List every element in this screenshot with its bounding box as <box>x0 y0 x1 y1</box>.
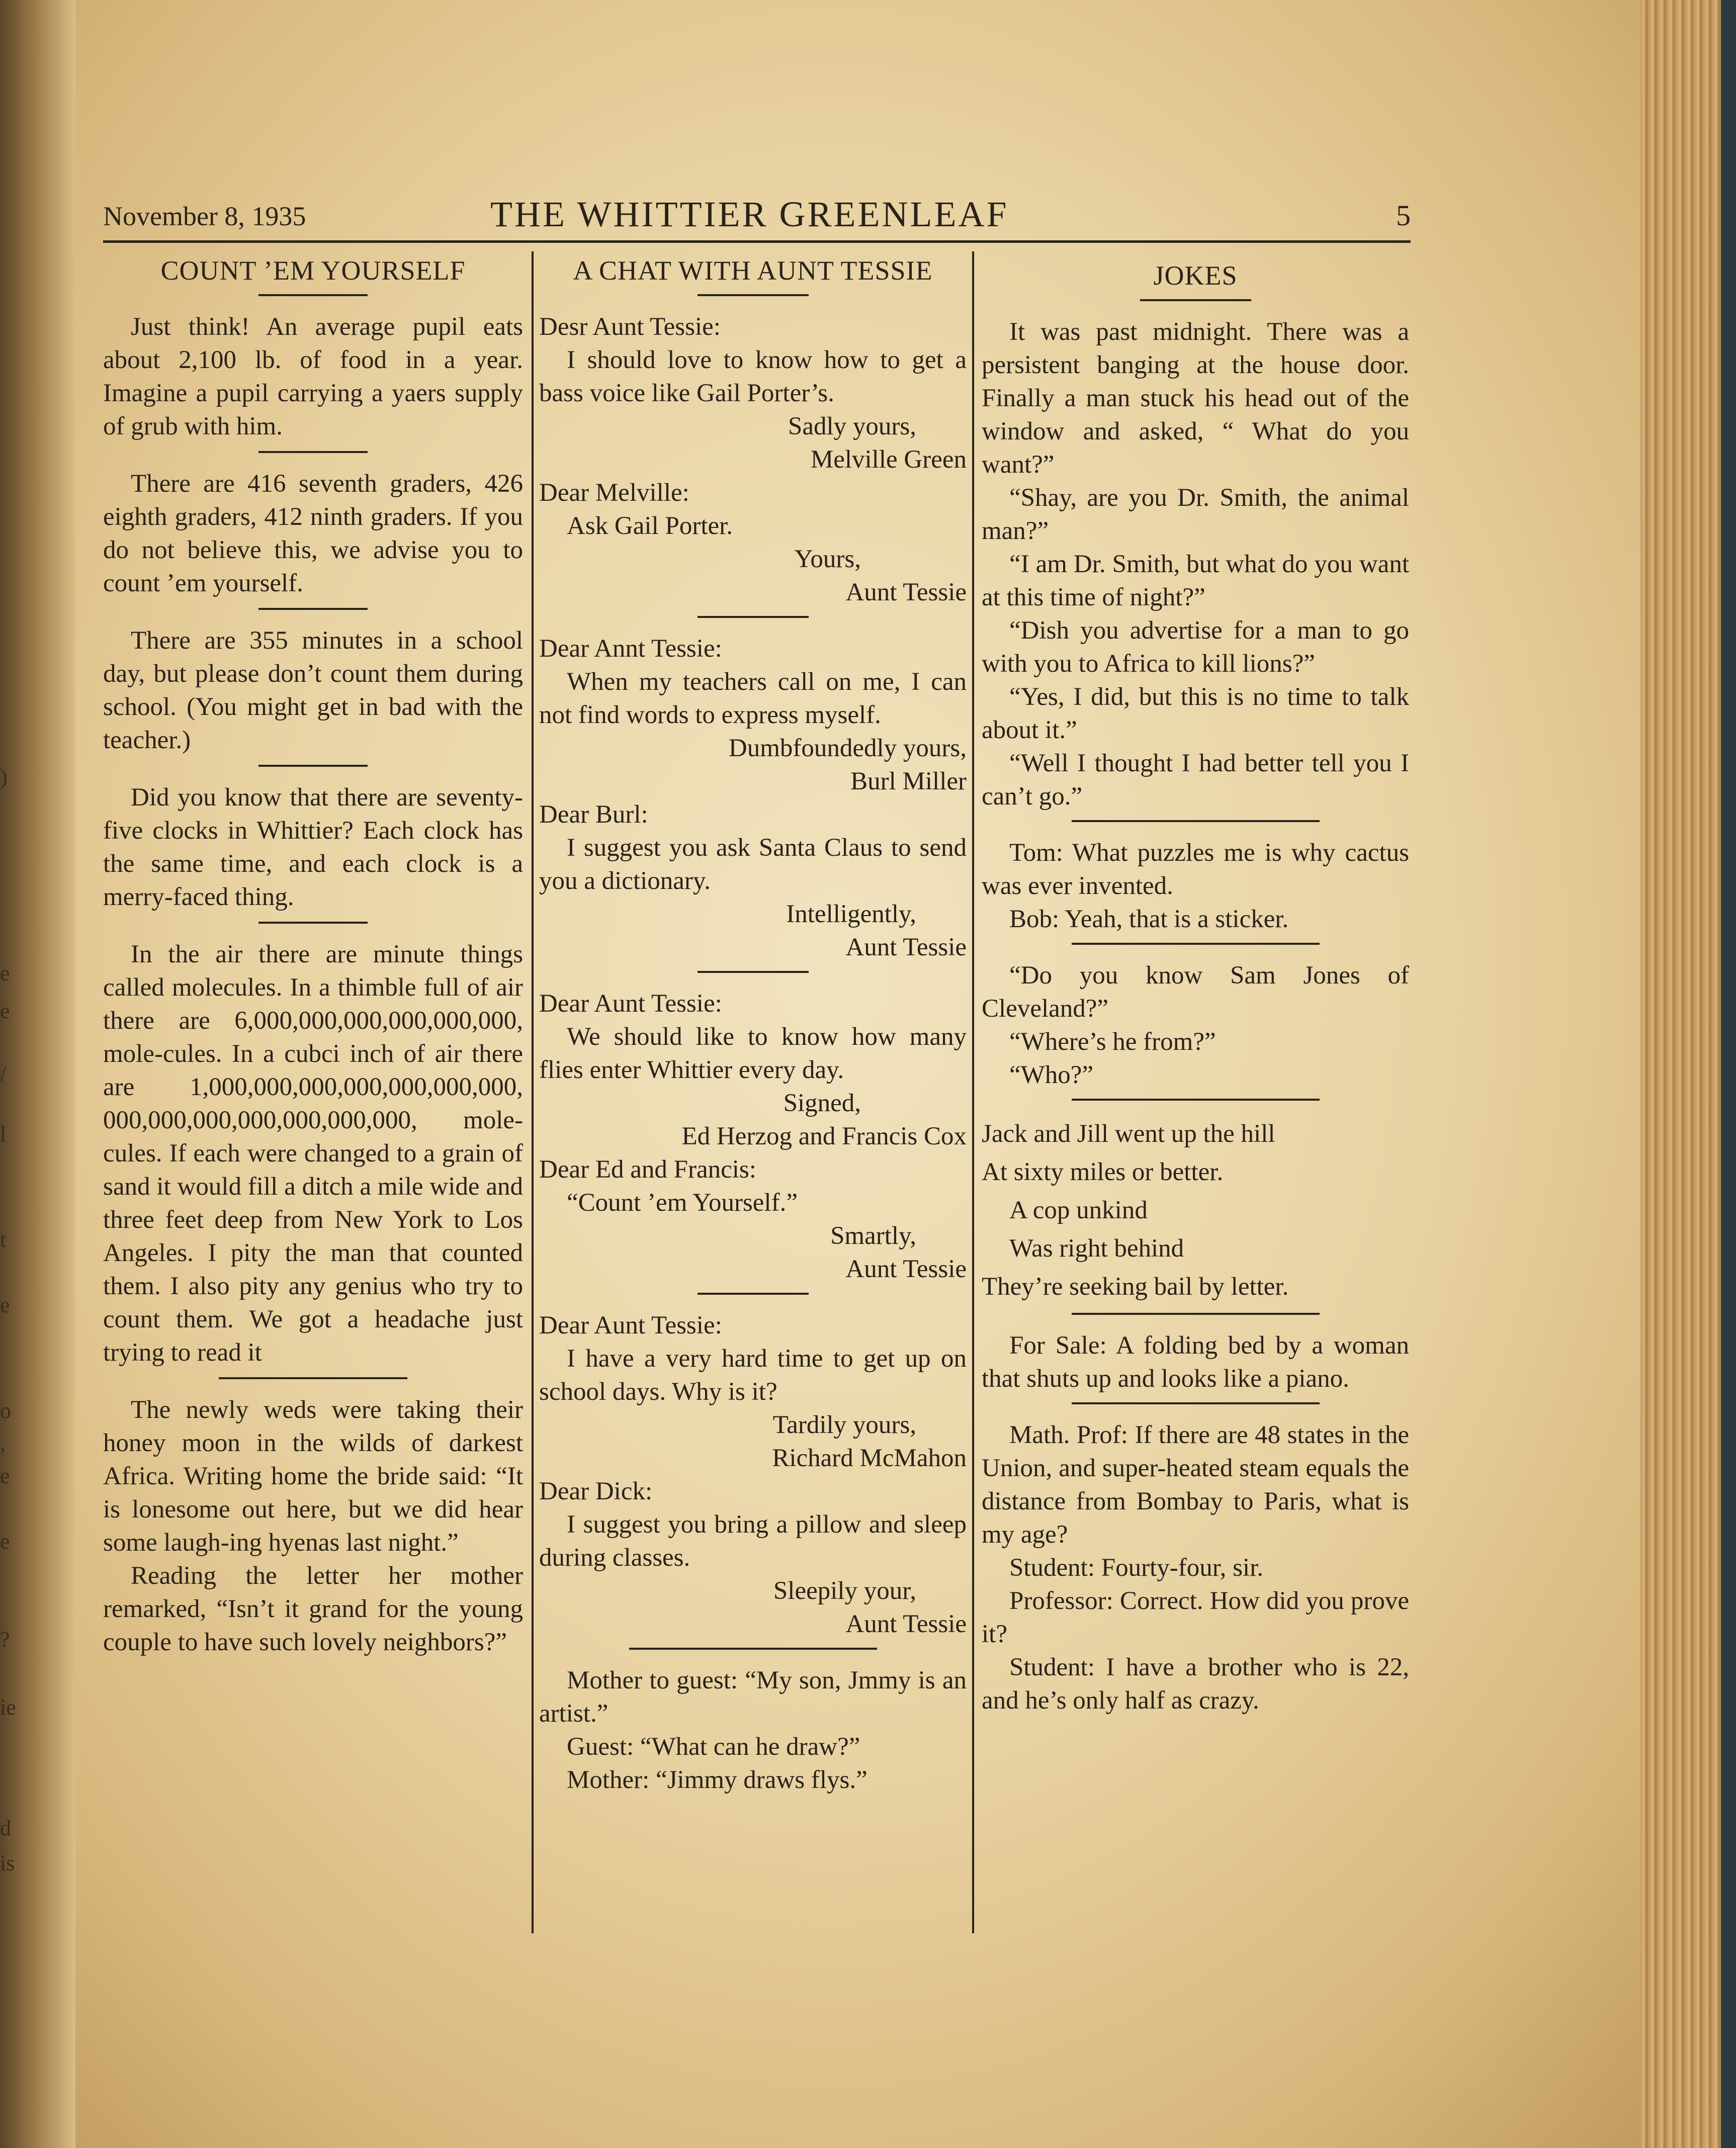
joke-line: Mother: “Jimmy draws flys.” <box>567 1766 867 1794</box>
margin-fragment: is <box>0 1851 15 1875</box>
issue-date: November 8, 1935 <box>103 201 306 231</box>
divider <box>1072 1099 1320 1101</box>
divider <box>258 294 368 296</box>
article-paragraph: There are 355 minutes in a school day, but please don’t count them during school. (You might get in bad with the teacher.) <box>103 626 523 754</box>
joke-line: “I am Dr. Smith, but what do you want at this time of night?” <box>982 550 1409 611</box>
divider <box>698 971 809 973</box>
salutation: Dear Aunt Tessie: <box>539 1311 722 1339</box>
letter-body: I suggest you ask Santa Claus to send you a dictionary. <box>539 834 967 895</box>
divider <box>1072 943 1320 945</box>
reply <box>539 798 967 964</box>
column-heading: A CHAT WITH AUNT TESSIE <box>573 255 933 286</box>
margin-fragment: e <box>0 999 10 1023</box>
margin-fragment: , <box>0 1431 6 1456</box>
salutation: Dear Ed and Francis: <box>539 1155 756 1184</box>
letter-body: We should like to know how many flies enter Whittier every day. <box>539 1023 967 1084</box>
divider <box>1072 1402 1320 1404</box>
joke-line: Bob: Yeah, that is a sticker. <box>1009 905 1289 933</box>
poem <box>982 1115 1409 1306</box>
signature: Richard McMahon <box>772 1444 967 1472</box>
letter-body: I should love to know how to get a bass voice like Gail Porter’s. <box>539 346 967 407</box>
joke-line: Student: I have a brother who is 22, and he’s only half as crazy. <box>982 1653 1409 1715</box>
closing: Sleepily your, <box>773 1577 916 1605</box>
letter <box>539 310 967 476</box>
column-divider <box>972 251 974 1933</box>
closing: Intelligently, <box>786 900 916 928</box>
closing: Yours, <box>794 545 861 573</box>
margin-fragment: ? <box>0 1627 10 1652</box>
column-heading: JOKES <box>1153 260 1238 291</box>
margin-fragment: l <box>0 1122 7 1146</box>
divider <box>698 1293 809 1295</box>
margin-fragment: e <box>0 961 10 986</box>
article-paragraph: The newly weds were taking their honey moon in the wilds of darkest Africa. Writing home the bride said: “It is lonesome out here, but we did hear some laugh-ing hyenas last night.” <box>103 1396 523 1557</box>
signature: Aunt Tessie <box>845 1255 967 1283</box>
divider <box>1140 299 1251 301</box>
margin-fragment: t <box>0 1227 7 1252</box>
joke-line: “Who?” <box>1009 1061 1094 1089</box>
article-paragraph: Did you know that there are seventy-five clocks in Whittier? Each clock has the same time, and each clock is a merry-faced thing. <box>103 783 523 911</box>
salutation: Desr Aunt Tessie: <box>539 313 721 341</box>
joke-line: “Where’s he from?” <box>1009 1028 1216 1056</box>
reply <box>539 1153 967 1286</box>
letter <box>539 1309 967 1475</box>
letter-body: Ask Gail Porter. <box>567 512 733 540</box>
salutation: Dear Dick: <box>539 1477 653 1505</box>
margin-fragment: e <box>0 1529 10 1554</box>
joke-line: “Shay, are you Dr. Smith, the animal man?” <box>982 484 1409 545</box>
poem-line: A cop unkind <box>1009 1196 1148 1224</box>
joke-line: “Well I thought I had better tell you I can’t go.” <box>982 749 1409 811</box>
margin-fragment: ) <box>0 765 8 789</box>
divider <box>629 1648 877 1650</box>
divider <box>219 1377 408 1379</box>
joke-line: Tom: What puzzles me is why cactus was ever invented. <box>982 839 1409 900</box>
divider <box>258 451 368 453</box>
reply <box>539 1475 967 1641</box>
salutation: Dear Aunt Tessie: <box>539 990 722 1018</box>
poem-line: At sixty miles or better. <box>982 1158 1224 1186</box>
margin-fragment: ie <box>0 1695 16 1720</box>
column-divider <box>532 251 534 1933</box>
poem-line: Was right behind <box>1009 1234 1184 1263</box>
joke-line: Professor: Correct. How did you prove it? <box>982 1587 1409 1648</box>
salutation: Dear Melville: <box>539 479 689 507</box>
signature: Aunt Tessie <box>845 933 967 961</box>
page-header <box>103 194 1411 239</box>
divider <box>1072 1313 1320 1315</box>
letter <box>539 987 967 1153</box>
newspaper-title: THE WHITTIER GREENLEAF <box>490 194 1009 234</box>
article-paragraph: There are 416 seventh graders, 426 eighth graders, 412 ninth graders. If you do not believe this, we advise you to count ’em yourself. <box>103 470 523 597</box>
book-cover-edge <box>1721 0 1736 2148</box>
column-chat-with-aunt-tessie <box>539 254 967 1797</box>
margin-fragment: d <box>0 1816 11 1840</box>
signature: Aunt Tessie <box>845 1610 967 1638</box>
article-paragraph: In the air there are minute things called molecules. In a thimble full of air there are 6,000,000,000,000,000,000, mole-cules. In a cubci inch of air there are 1,000,000,000,000,000,000,000, 000,000,000,000,000,000,000, mole-cules. If each were changed to a grain of sand it would fill a ditch a mile wide and three feet deep from New York to Los Angeles. I pity the man that counted them. I also pity any genius who try to count them. We got a headache just trying to read it <box>103 940 523 1367</box>
joke-line: Math. Prof: If there are 48 states in the Union, and super-heated steam equals the distance from Bombay to Paris, what is my age? <box>982 1421 1409 1549</box>
joke-line: It was past midnight. There was a persistent banging at the house door. Finally a man stuck his head out of the window and asked, “ What do you want?” <box>982 318 1409 479</box>
signature: Melville Green <box>810 445 967 474</box>
letter-body: I have a very hard time to get up on school days. Why is it? <box>539 1345 967 1406</box>
closing: Signed, <box>783 1089 861 1117</box>
book-spine-shadow <box>0 0 75 2148</box>
article-paragraph: Just think! An average pupil eats about 2,100 lb. of food in a year. Imagine a pupil carrying a yaers supply of grub with him. <box>103 313 523 440</box>
salutation: Dear Annt Tessie: <box>539 635 722 663</box>
page-number: 5 <box>1396 199 1411 232</box>
margin-fragment: e <box>0 1464 10 1488</box>
letter-body: When my teachers call on me, I can not find words to express myself. <box>539 668 967 729</box>
divider <box>258 922 368 924</box>
letter-body: “Count ’em Yourself.” <box>567 1189 798 1217</box>
margin-fragment: o <box>0 1398 11 1423</box>
divider <box>1072 820 1320 822</box>
closing: Sadly yours, <box>788 412 916 440</box>
signature: Ed Herzog and Francis Cox <box>681 1122 967 1150</box>
closing: Tardily yours, <box>772 1411 916 1439</box>
column-count-em-yourself <box>103 254 523 1659</box>
joke-line: Student: Fourty-four, sir. <box>1009 1554 1264 1582</box>
article-paragraph: Reading the letter her mother remarked, “Isn’t it grand for the young couple to have such lovely neighbors?” <box>103 1562 523 1656</box>
divider <box>258 765 368 767</box>
margin-fragment: / <box>0 1061 7 1086</box>
joke-line: “Yes, I did, but this is no time to talk about it.” <box>982 683 1409 744</box>
margin-fragment: e <box>0 1293 10 1317</box>
joke-line: Guest: “What can he draw?” <box>567 1733 860 1761</box>
divider <box>698 616 809 618</box>
signature: Burl Miller <box>850 767 967 795</box>
divider <box>698 294 809 296</box>
joke-line: “Do you know Sam Jones of Cleveland?” <box>982 961 1409 1023</box>
divider <box>258 608 368 610</box>
salutation: Dear Burl: <box>539 800 648 829</box>
letter <box>539 632 967 798</box>
poem-line: Jack and Jill went up the hill <box>982 1120 1275 1148</box>
closing: Smartly, <box>830 1222 916 1250</box>
letter-body: I suggest you bring a pillow and sleep during classes. <box>539 1510 967 1572</box>
joke-line: “Dish you advertise for a man to go with you to Africa to kill lions?” <box>982 616 1409 678</box>
joke-line: Mother to guest: “My son, Jmmy is an artist.” <box>539 1666 967 1728</box>
column-jokes <box>982 254 1409 1717</box>
joke-line: For Sale: A folding bed by a woman that shuts up and looks like a piano. <box>982 1331 1409 1393</box>
signature: Aunt Tessie <box>845 578 967 606</box>
column-heading: COUNT ’EM YOURSELF <box>160 255 466 286</box>
closing: Dumbfoundedly yours, <box>728 734 967 762</box>
poem-line: They’re seeking bail by letter. <box>982 1273 1289 1301</box>
header-rule <box>103 240 1411 243</box>
reply <box>539 476 967 609</box>
